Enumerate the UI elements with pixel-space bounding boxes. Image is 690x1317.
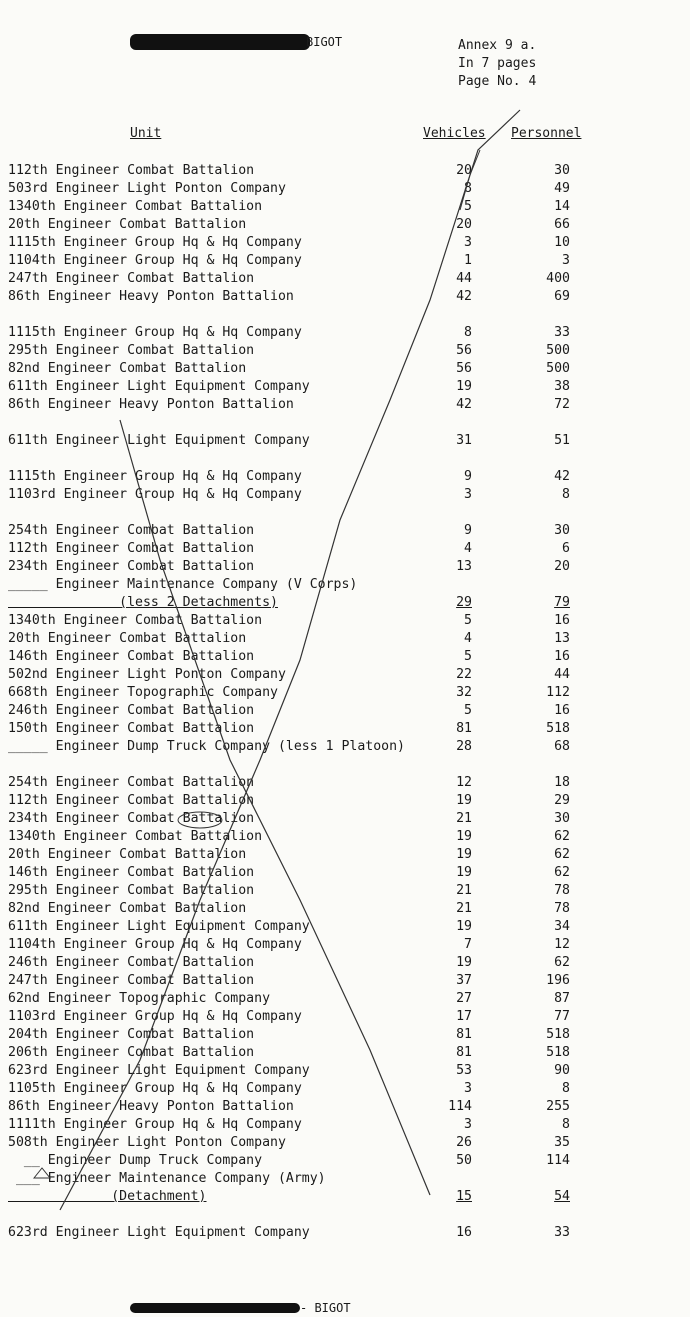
personnel-value: 62	[554, 865, 570, 880]
personnel-value: 13	[554, 631, 570, 646]
vehicles-value: 12	[456, 775, 472, 790]
vehicles-value: 53	[456, 1063, 472, 1078]
table-row	[0, 1098, 690, 1116]
vehicles-value: 21	[456, 811, 472, 826]
unit-name: 254th Engineer Combat Battalion	[8, 523, 255, 538]
unit-name: 86th Engineer Heavy Ponton Battalion	[8, 1099, 294, 1114]
vehicles-value: 56	[456, 361, 472, 376]
personnel-value: 16	[554, 613, 570, 628]
personnel-value: 38	[554, 379, 570, 394]
unit-name: 1103rd Engineer Group Hq & Hq Company	[8, 487, 302, 502]
vehicles-value: 31	[456, 433, 472, 448]
unit-name: 295th Engineer Combat Battalion	[8, 343, 255, 358]
vehicles-value: 44	[456, 271, 472, 286]
personnel-value: 18	[554, 775, 570, 790]
personnel-value: 112	[546, 685, 570, 700]
table-row	[0, 1008, 690, 1026]
table-row	[0, 666, 690, 684]
vehicles-value: 50	[456, 1153, 472, 1168]
unit-name: 1340th Engineer Combat Battalion	[8, 829, 263, 844]
table-row	[0, 342, 690, 360]
unit-name: 20th Engineer Combat Battalion	[8, 631, 247, 646]
unit-name: _____ Engineer Dump Truck Company (less 1 Platoon)	[8, 739, 405, 754]
unit-name: 112th Engineer Combat Battalion	[8, 163, 255, 178]
table-row	[0, 558, 690, 576]
personnel-value: 400	[546, 271, 570, 286]
vehicles-value: 5	[464, 649, 472, 664]
table-row	[0, 1080, 690, 1098]
unit-name: 82nd Engineer Combat Battalion	[8, 361, 247, 376]
unit-name: 1115th Engineer Group Hq & Hq Company	[8, 235, 302, 250]
unit-name: 611th Engineer Light Equipment Company	[8, 433, 310, 448]
unit-name: 86th Engineer Heavy Ponton Battalion	[8, 397, 294, 412]
personnel-value: 33	[554, 325, 570, 340]
table-row	[0, 1026, 690, 1044]
vehicles-value: 19	[456, 793, 472, 808]
unit-name: (less 2 Detachments)	[8, 595, 278, 610]
table-row	[0, 1116, 690, 1134]
unit-name: 246th Engineer Combat Battalion	[8, 955, 255, 970]
vehicles-value: 15	[456, 1189, 472, 1204]
unit-name: 1103rd Engineer Group Hq & Hq Company	[8, 1009, 302, 1024]
personnel-value: 16	[554, 703, 570, 718]
table-row	[0, 594, 690, 612]
unit-name: 20th Engineer Combat Battalion	[8, 847, 247, 862]
personnel-value: 78	[554, 883, 570, 898]
unit-name: 247th Engineer Combat Battalion	[8, 271, 255, 286]
table-row	[0, 1188, 690, 1206]
table-row	[0, 180, 690, 198]
personnel-value: 72	[554, 397, 570, 412]
vehicles-value: 9	[464, 469, 472, 484]
column-header-vehicles: Vehicles	[423, 126, 486, 141]
vehicles-value: 81	[456, 721, 472, 736]
table-row	[0, 1170, 690, 1188]
table-row	[0, 720, 690, 738]
personnel-value: 62	[554, 847, 570, 862]
unit-name: 611th Engineer Light Equipment Company	[8, 919, 310, 934]
unit-name: 1115th Engineer Group Hq & Hq Company	[8, 469, 302, 484]
personnel-value: 35	[554, 1135, 570, 1150]
vehicles-value: 22	[456, 667, 472, 682]
unit-name: _____ Engineer Maintenance Company (V Corps)	[8, 577, 358, 592]
personnel-value: 44	[554, 667, 570, 682]
table-row	[0, 882, 690, 900]
unit-name: 146th Engineer Combat Battalion	[8, 865, 255, 880]
unit-name: 503rd Engineer Light Ponton Company	[8, 181, 286, 196]
table-row	[0, 252, 690, 270]
vehicles-value: 8	[464, 325, 472, 340]
column-header-personnel: Personnel	[511, 126, 582, 141]
table-row	[0, 792, 690, 810]
vehicles-value: 5	[464, 199, 472, 214]
personnel-value: 8	[562, 1081, 570, 1096]
vehicles-value: 37	[456, 973, 472, 988]
table-row	[0, 828, 690, 846]
personnel-value: 51	[554, 433, 570, 448]
table-row	[0, 216, 690, 234]
unit-name: 206th Engineer Combat Battalion	[8, 1045, 255, 1060]
vehicles-value: 3	[464, 487, 472, 502]
vehicles-value: 21	[456, 901, 472, 916]
table-row	[0, 522, 690, 540]
vehicles-value: 1	[464, 253, 472, 268]
unit-name: 1340th Engineer Combat Battalion	[8, 199, 263, 214]
personnel-value: 255	[546, 1099, 570, 1114]
unit-name: 112th Engineer Combat Battalion	[8, 793, 255, 808]
table-row	[0, 324, 690, 342]
unit-name: 1104th Engineer Group Hq & Hq Company	[8, 937, 302, 952]
table-row	[0, 630, 690, 648]
personnel-value: 78	[554, 901, 570, 916]
unit-name: 20th Engineer Combat Battalion	[8, 217, 247, 232]
vehicles-value: 19	[456, 919, 472, 934]
vehicles-value: 5	[464, 703, 472, 718]
unit-name: 668th Engineer Topographic Company	[8, 685, 278, 700]
unit-name: 234th Engineer Combat Battalion	[8, 559, 255, 574]
vehicles-value: 13	[456, 559, 472, 574]
table-row	[0, 360, 690, 378]
table-row	[0, 1062, 690, 1080]
personnel-value: 69	[554, 289, 570, 304]
personnel-value: 6	[562, 541, 570, 556]
personnel-value: 49	[554, 181, 570, 196]
vehicles-value: 8	[464, 181, 472, 196]
annex-line-2: In 7 pages	[458, 56, 537, 71]
table-row	[0, 1044, 690, 1062]
redaction-bottom	[130, 1303, 300, 1313]
personnel-value: 518	[546, 1027, 570, 1042]
table-row	[0, 612, 690, 630]
annex-line-1: Annex 9 a.	[458, 38, 537, 53]
table-row	[0, 990, 690, 1008]
vehicles-value: 17	[456, 1009, 472, 1024]
personnel-value: 12	[554, 937, 570, 952]
vehicles-value: 42	[456, 397, 472, 412]
unit-name: 508th Engineer Light Ponton Company	[8, 1135, 286, 1150]
personnel-value: 10	[554, 235, 570, 250]
vehicles-value: 3	[464, 1081, 472, 1096]
vehicles-value: 19	[456, 829, 472, 844]
table-row	[0, 684, 690, 702]
classification-bottom: - BIGOT	[300, 1301, 351, 1315]
unit-name: 150th Engineer Combat Battalion	[8, 721, 255, 736]
unit-name: 1104th Engineer Group Hq & Hq Company	[8, 253, 302, 268]
unit-name: 86th Engineer Heavy Ponton Battalion	[8, 289, 294, 304]
unit-name: 204th Engineer Combat Battalion	[8, 1027, 255, 1042]
personnel-value: 79	[554, 595, 570, 610]
personnel-value: 30	[554, 163, 570, 178]
personnel-value: 42	[554, 469, 570, 484]
vehicles-value: 81	[456, 1045, 472, 1060]
unit-name: 1111th Engineer Group Hq & Hq Company	[8, 1117, 302, 1132]
personnel-value: 29	[554, 793, 570, 808]
vehicles-value: 21	[456, 883, 472, 898]
personnel-value: 30	[554, 523, 570, 538]
vehicles-value: 20	[456, 217, 472, 232]
unit-name: 1105th Engineer Group Hq & Hq Company	[8, 1081, 302, 1096]
personnel-value: 87	[554, 991, 570, 1006]
unit-name: 611th Engineer Light Equipment Company	[8, 379, 310, 394]
table-row	[0, 864, 690, 882]
table-row	[0, 900, 690, 918]
personnel-value: 62	[554, 955, 570, 970]
vehicles-value: 29	[456, 595, 472, 610]
personnel-value: 90	[554, 1063, 570, 1078]
vehicles-value: 26	[456, 1135, 472, 1150]
table-row	[0, 846, 690, 864]
personnel-value: 14	[554, 199, 570, 214]
table-row	[0, 576, 690, 594]
unit-name: 1340th Engineer Combat Battalion	[8, 613, 263, 628]
personnel-value: 62	[554, 829, 570, 844]
vehicles-value: 20	[456, 163, 472, 178]
table-row	[0, 270, 690, 288]
unit-name: 502nd Engineer Light Ponton Company	[8, 667, 286, 682]
vehicles-value: 19	[456, 865, 472, 880]
table-row	[0, 774, 690, 792]
personnel-value: 16	[554, 649, 570, 664]
unit-name: 295th Engineer Combat Battalion	[8, 883, 255, 898]
personnel-value: 33	[554, 1225, 570, 1240]
table-row	[0, 396, 690, 414]
table-row	[0, 936, 690, 954]
unit-name: (Detachment)	[8, 1189, 207, 1204]
vehicles-value: 42	[456, 289, 472, 304]
table-row	[0, 918, 690, 936]
personnel-value: 68	[554, 739, 570, 754]
table-row	[0, 972, 690, 990]
personnel-value: 3	[562, 253, 570, 268]
annex-line-3: Page No. 4	[458, 74, 537, 89]
table-row	[0, 378, 690, 396]
unit-name: 62nd Engineer Topographic Company	[8, 991, 271, 1006]
vehicles-value: 19	[456, 847, 472, 862]
vehicles-value: 9	[464, 523, 472, 538]
unit-name: 146th Engineer Combat Battalion	[8, 649, 255, 664]
vehicles-value: 4	[464, 541, 472, 556]
personnel-value: 30	[554, 811, 570, 826]
unit-name: 247th Engineer Combat Battalion	[8, 973, 255, 988]
vehicles-value: 19	[456, 955, 472, 970]
personnel-value: 500	[546, 343, 570, 358]
vehicles-value: 3	[464, 1117, 472, 1132]
personnel-value: 54	[554, 1189, 570, 1204]
table-row	[0, 648, 690, 666]
vehicles-value: 28	[456, 739, 472, 754]
unit-name: 234th Engineer Combat Battalion	[8, 811, 255, 826]
personnel-value: 518	[546, 721, 570, 736]
table-row	[0, 1134, 690, 1152]
personnel-value: 8	[562, 487, 570, 502]
table-row	[0, 432, 690, 450]
personnel-value: 500	[546, 361, 570, 376]
table-row	[0, 810, 690, 828]
table-row	[0, 540, 690, 558]
personnel-value: 518	[546, 1045, 570, 1060]
table-row	[0, 468, 690, 486]
unit-name: ___ Engineer Maintenance Company (Army)	[8, 1171, 326, 1186]
table-row	[0, 738, 690, 756]
vehicles-value: 114	[448, 1099, 472, 1114]
table-row	[0, 954, 690, 972]
vehicles-value: 27	[456, 991, 472, 1006]
table-row	[0, 198, 690, 216]
vehicles-value: 56	[456, 343, 472, 358]
personnel-value: 196	[546, 973, 570, 988]
vehicles-value: 16	[456, 1225, 472, 1240]
table-row	[0, 1152, 690, 1170]
table-row	[0, 486, 690, 504]
unit-name: 254th Engineer Combat Battalion	[8, 775, 255, 790]
personnel-value: 20	[554, 559, 570, 574]
personnel-value: 66	[554, 217, 570, 232]
vehicles-value: 32	[456, 685, 472, 700]
unit-name: 112th Engineer Combat Battalion	[8, 541, 255, 556]
table-row	[0, 702, 690, 720]
vehicles-value: 19	[456, 379, 472, 394]
vehicles-value: 7	[464, 937, 472, 952]
column-header-unit: Unit	[130, 126, 162, 141]
table-row	[0, 288, 690, 306]
table-row	[0, 234, 690, 252]
table-row	[0, 162, 690, 180]
table-row	[0, 1224, 690, 1242]
vehicles-value: 81	[456, 1027, 472, 1042]
unit-name: __ Engineer Dump Truck Company	[8, 1153, 263, 1168]
vehicles-value: 4	[464, 631, 472, 646]
unit-name: 82nd Engineer Combat Battalion	[8, 901, 247, 916]
classification-top: BIGOT	[306, 35, 343, 49]
personnel-value: 34	[554, 919, 570, 934]
personnel-value: 114	[546, 1153, 570, 1168]
personnel-value: 77	[554, 1009, 570, 1024]
unit-name: 623rd Engineer Light Equipment Company	[8, 1063, 310, 1078]
personnel-value: 8	[562, 1117, 570, 1132]
unit-name: 1115th Engineer Group Hq & Hq Company	[8, 325, 302, 340]
vehicles-value: 5	[464, 613, 472, 628]
unit-name: 623rd Engineer Light Equipment Company	[8, 1225, 310, 1240]
unit-name: 246th Engineer Combat Battalion	[8, 703, 255, 718]
vehicles-value: 3	[464, 235, 472, 250]
